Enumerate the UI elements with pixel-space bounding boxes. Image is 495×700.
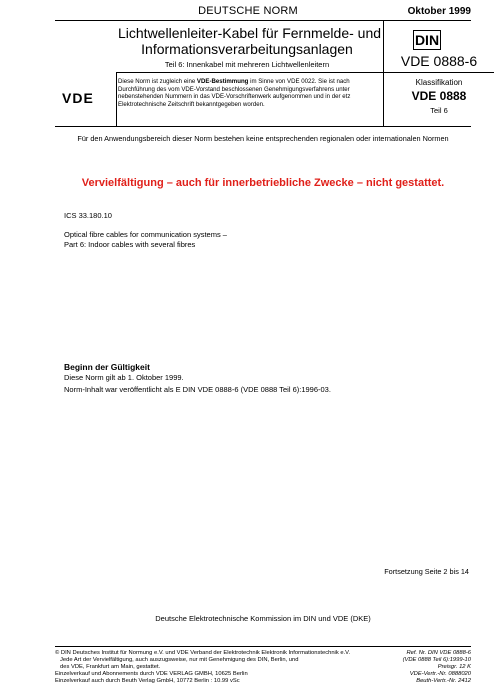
english-title-line-2: Part 6: Indoor cables with several fibres bbox=[64, 240, 196, 249]
notice-prefix: Diese Norm ist zugleich eine bbox=[118, 78, 197, 85]
classification-part: Teil 6 bbox=[430, 106, 448, 115]
divider-vde-notice bbox=[116, 73, 117, 126]
norm-type-heading: DEUTSCHE NORM bbox=[198, 5, 298, 17]
title-line-2: Informationsverarbeitungsanlagen bbox=[141, 41, 353, 57]
top-rule bbox=[55, 20, 471, 21]
title-line-1: Lichtwellenleiter-Kabel für Fernmelde- und bbox=[118, 25, 382, 41]
continuation-note: Fortsetzung Seite 2 bis 14 bbox=[384, 567, 469, 576]
english-title-line-1: Optical fibre cables for communication systems – bbox=[64, 230, 227, 239]
din-standard-number: VDE 0888-6 bbox=[400, 53, 478, 69]
validity-heading: Beginn der Gültigkeit bbox=[64, 362, 150, 372]
classification-label: Klassifikation bbox=[415, 78, 463, 87]
vde-notice bbox=[118, 78, 382, 108]
document-title bbox=[118, 25, 382, 57]
notice-rest: im Sinne von VDE 0022. Sie ist nach bbox=[248, 78, 350, 85]
header-bottom-rule bbox=[55, 126, 471, 127]
document-subtitle: Teil 6: Innenkabel mit mehreren Lichtwellenleitern bbox=[164, 60, 330, 69]
notice-line-1 bbox=[118, 78, 382, 86]
footer-left-line: des VDE, Frankfurt am Main, gestattet. bbox=[60, 664, 161, 670]
footer-right-line: Preisgr. 12 K bbox=[437, 664, 471, 670]
ics-code: ICS 33.180.10 bbox=[64, 211, 112, 220]
footer-reference bbox=[371, 650, 471, 685]
validity-previous: Norm-Inhalt war veröffentlicht als E DIN VDE 0888-6 (VDE 0888 Teil 6):1996-03. bbox=[64, 385, 331, 394]
footer-copyright bbox=[55, 650, 385, 685]
commission-name: Deutsche Elektrotechnische Kommission im DIN und VDE (DKE) bbox=[155, 614, 371, 623]
publication-date: Oktober 1999 bbox=[407, 6, 471, 17]
validity-start: Diese Norm gilt ab 1. Oktober 1999. bbox=[64, 373, 184, 382]
scope-note: Für den Anwendungsbereich dieser Norm bestehen keine entsprechenden regionalen oder internationalen Normen bbox=[77, 134, 449, 143]
copy-warning: Vervielfältigung – auch für innerbetriebliche Zwecke – nicht gestattet. bbox=[81, 177, 445, 189]
notice-line-2: Durchführung des vom VDE-Vorstand beschlossenen Genehmigungsverfahrens unter bbox=[118, 85, 350, 93]
footer-right-line: VDE-Vertr.-Nr. 0888020 bbox=[409, 671, 471, 677]
footer-left-line: Jede Art der Vervielfältigung, auch auszugsweise, nur mit Genehmigung des DIN, Berlin, und bbox=[60, 657, 299, 663]
footer-right-line: Ref. Nr. DIN VDE 0888-6 bbox=[406, 650, 471, 656]
footer-top-rule bbox=[55, 646, 471, 647]
notice-line-4: Elektrotechnische Zeitschrift bekanntgegeben worden. bbox=[118, 100, 265, 108]
classification-number: VDE 0888 bbox=[411, 89, 467, 103]
title-bottom-rule bbox=[116, 72, 494, 73]
footer-right-line: Beuth-Vertr.-Nr. 2412 bbox=[416, 678, 471, 684]
footer-left-line: © DIN Deutsches Institut für Normung e.V. und VDE Verband der Elektrotechnik Elektronik Informationstechnik e.V. bbox=[55, 650, 351, 656]
footer-left-line: Einzelverkauf auch durch Beuth Verlag GmbH, 10772 Berlin : 10.99 vSc bbox=[55, 678, 240, 684]
notice-line-3: nebenstehenden Nummern in das VDE-Vorschriftenwerk aufgenommen und in der etz bbox=[118, 93, 351, 100]
vde-logo: VDE bbox=[62, 90, 94, 106]
din-logo: DIN bbox=[414, 32, 440, 48]
notice-bold-term: VDE-Bestimmung bbox=[196, 78, 249, 85]
english-title bbox=[64, 230, 227, 250]
footer-right-line: (VDE 0888 Teil 6):1999-10 bbox=[402, 657, 471, 663]
footer-left-line: Einzelverkauf und Abonnements durch VDE VERLAG GMBH, 10625 Berlin bbox=[55, 671, 248, 677]
